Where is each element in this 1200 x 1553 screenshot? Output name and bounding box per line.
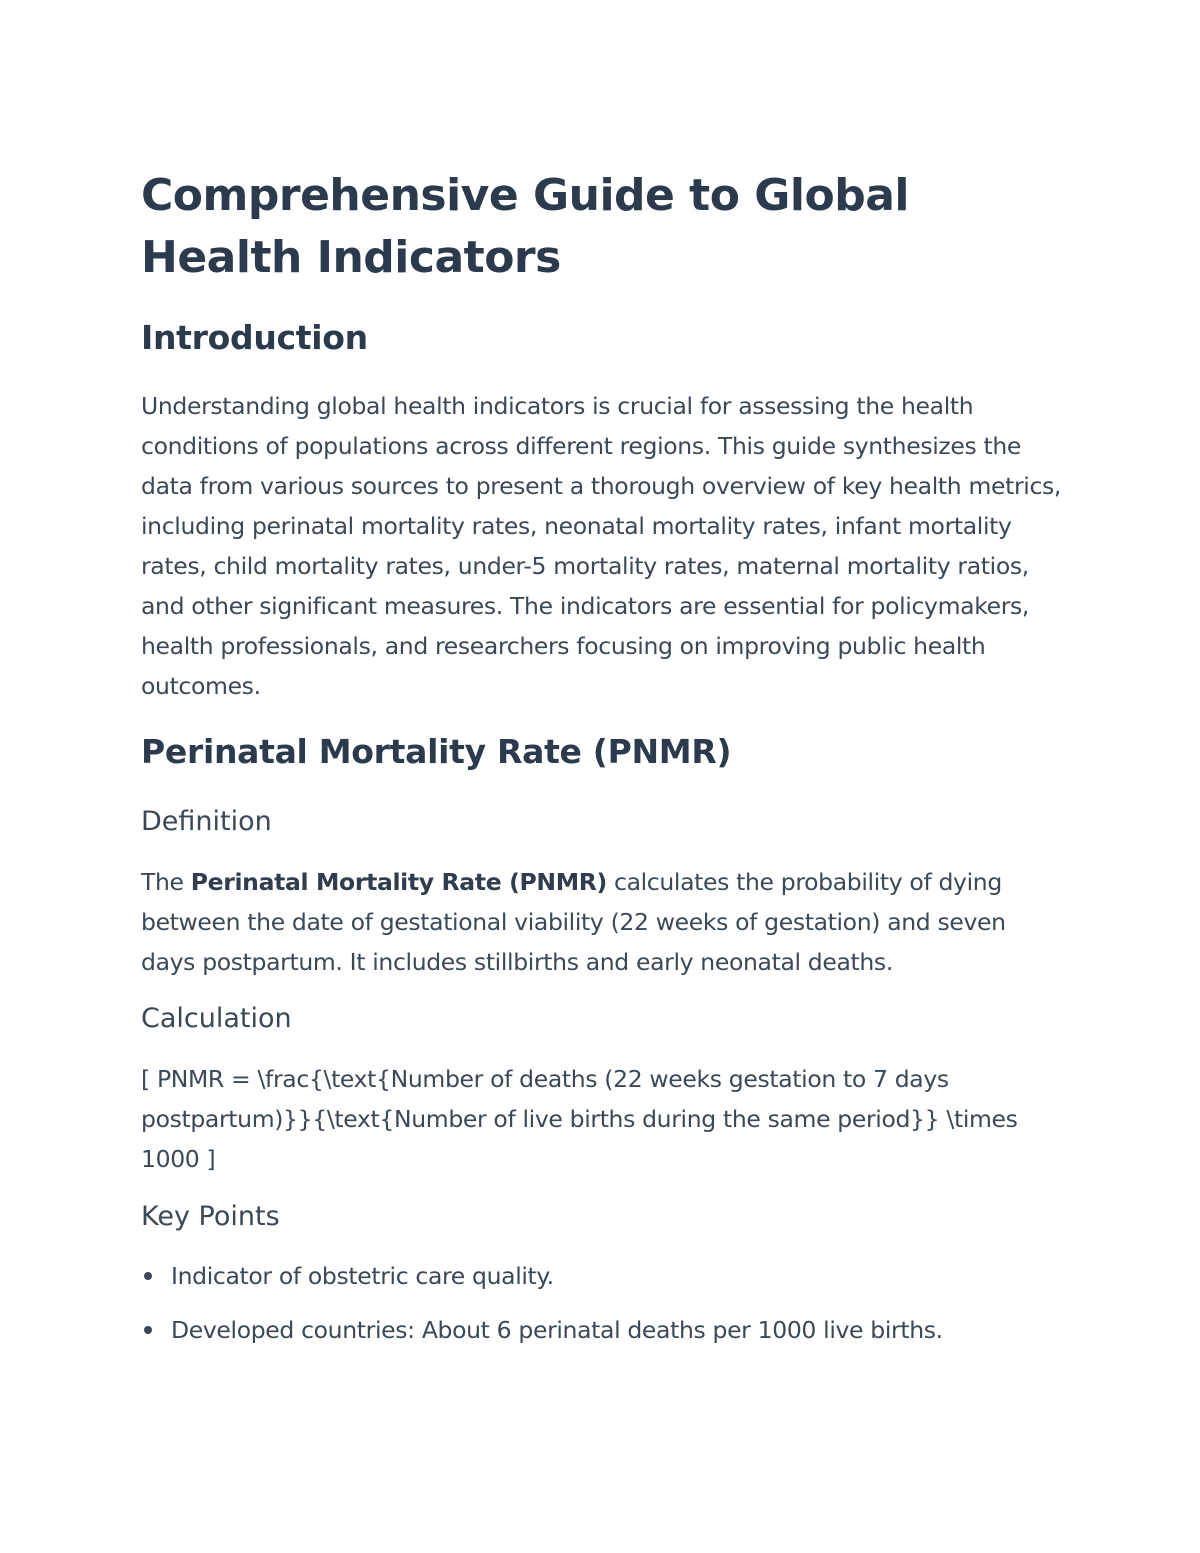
definition-term: Perinatal Mortality Rate (PNMR) [190,868,607,896]
definition-body: calculates the probability of dying between the date of gestational viability (22 weeks of gestation) and seven days postpartum. It includes stillbirths and early neonatal deaths. [141,868,1006,976]
introduction-paragraph: Understanding global health indicators is crucial for assessing the health conditions of populations across different regions. This guide synthesizes the data from various sources to present a thorough overview of key health metrics, including perinatal mortality rates, neonatal mortality rates, infant mortality rates, child mortality rates, under-5 mortality rates, maternal mortality ratios, and other significant measures. The indicators are essential for policymakers, health professionals, and researchers focusing on improving public health outcomes. [141,392,1062,700]
pnmr-heading: Perinatal Mortality Rate (PNMR) [141,732,732,771]
list-item [141,1310,1071,1350]
calculation-heading: Calculation [141,1003,292,1034]
definition-paragraph [141,862,1066,982]
definition-lead: The [141,868,191,896]
calculation-formula: [ PNMR = \frac{\text{Number of deaths (22 weeks gestation to 7 days postpartum)}}{\text{Number of live births during the same period}} \times 1000 ] [141,1065,1018,1173]
document-title: Comprehensive Guide to Global Health Indicators [141,170,909,283]
list-item [141,1256,1071,1296]
list-item-text: Developed countries: About 6 perinatal deaths per 1000 live births. [171,1316,943,1344]
bullet-icon [144,1326,152,1334]
introduction-heading: Introduction [141,318,368,357]
bullet-icon [144,1272,152,1280]
key-points-list [141,1256,1071,1364]
key-points-heading: Key Points [141,1201,280,1232]
list-item-text: Indicator of obstetric care quality. [171,1262,554,1290]
definition-heading: Definition [141,806,272,837]
